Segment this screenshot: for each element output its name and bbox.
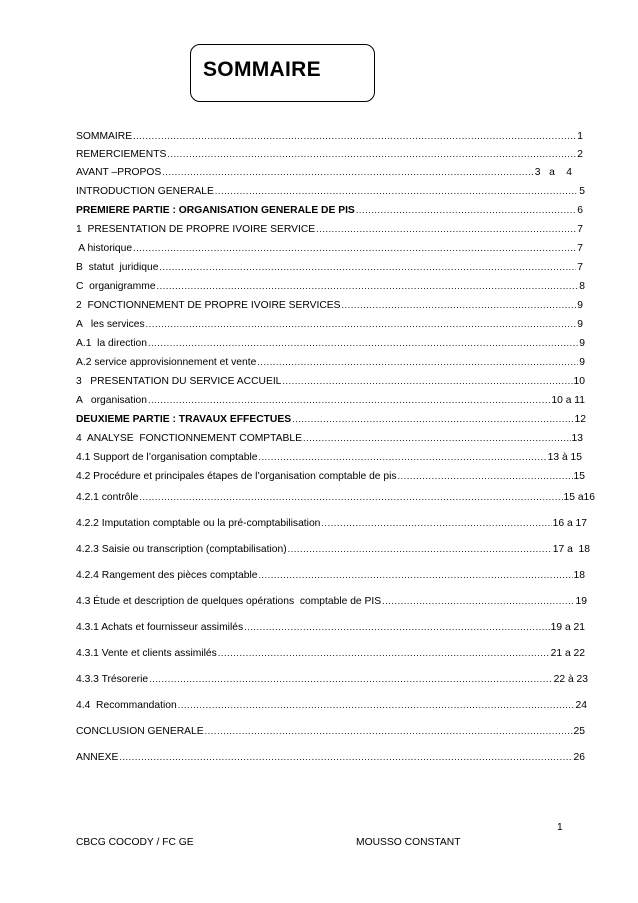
toc-entry-title: INTRODUCTION GENERALE	[76, 185, 214, 197]
toc-entry-title: DEUXIEME PARTIE : TRAVAUX EFFECTUES	[76, 413, 292, 425]
toc-dot-leader	[215, 187, 578, 197]
toc-entry	[76, 489, 595, 503]
toc-entry-page: 16 a 17	[552, 517, 587, 529]
toc-dot-leader	[382, 597, 574, 607]
toc-dot-leader	[157, 282, 579, 292]
toc-dot-leader	[218, 649, 550, 659]
toc-entry	[76, 221, 583, 235]
toc-entry-title: 4.3.1 Achats et fournisseur assimilés	[76, 621, 244, 633]
toc-entry	[76, 164, 572, 178]
toc-entry-page: 7	[577, 261, 583, 273]
toc-entry-page: 17 a 18	[552, 543, 590, 555]
toc-entry-page: 8	[579, 280, 585, 292]
page-number: 1	[557, 822, 563, 833]
toc-entry	[76, 202, 583, 216]
toc-entry	[76, 146, 583, 160]
toc-entry	[76, 567, 585, 581]
toc-entry-page: 19 a 21	[550, 621, 585, 633]
document-title: SOMMAIRE	[203, 58, 321, 81]
toc-entry	[76, 354, 585, 368]
toc-entry	[76, 128, 583, 142]
toc-entry	[76, 723, 585, 737]
toc-entry	[76, 697, 587, 711]
toc-entry	[76, 278, 585, 292]
toc-dot-leader	[159, 263, 576, 273]
toc-entry-title: 4.3.3 Trésorerie	[76, 673, 149, 685]
toc-entry	[76, 645, 585, 659]
toc-entry-page: 9	[577, 318, 583, 330]
toc-entry-page: 21 a 22	[550, 647, 585, 659]
toc-entry-title: A les services	[76, 318, 145, 330]
toc-entry-page: 10	[573, 375, 585, 387]
footer-right: MOUSSO CONSTANT	[356, 837, 461, 848]
toc-entry	[76, 411, 586, 425]
toc-entry-page: 3 a 4	[534, 166, 572, 178]
toc-dot-leader	[148, 396, 550, 406]
toc-entry	[76, 541, 590, 555]
toc-entry-title: 3 PRESENTATION DU SERVICE ACCUEIL	[76, 375, 282, 387]
toc-dot-leader	[162, 168, 534, 178]
toc-dot-leader	[342, 301, 577, 311]
toc-entry-title: 2 FONCTIONNEMENT DE PROPRE IVOIRE SERVICES	[76, 299, 341, 311]
toc-entry-title: A organisation	[76, 394, 147, 406]
toc-entry-title: CONCLUSION GENERALE	[76, 725, 204, 737]
toc-entry-page: 24	[575, 699, 587, 711]
toc-entry	[76, 749, 585, 763]
toc-entry-title: 4.2.3 Saisie ou transcription (comptabilisation)	[76, 543, 287, 555]
toc-dot-leader	[398, 472, 573, 482]
toc-dot-leader	[258, 571, 572, 581]
toc-entry-page: 6	[577, 204, 583, 216]
toc-entry	[76, 515, 587, 529]
toc-entry-title: B statut juridique	[76, 261, 159, 273]
toc-entry	[76, 240, 583, 254]
footer-left: CBCG COCODY / FC GE	[76, 837, 194, 848]
toc-entry-page: 1	[577, 130, 583, 142]
toc-entry-page: 9	[577, 299, 583, 311]
toc-dot-leader	[148, 339, 578, 349]
toc-entry-page: 9	[579, 337, 585, 349]
toc-entry-page: 7	[577, 223, 583, 235]
toc-entry-title: ANNEXE	[76, 751, 119, 763]
toc-entry-title: A.1 la direction	[76, 337, 147, 349]
toc-dot-leader	[167, 150, 576, 160]
toc-entry-title: 4.4 Recommandation	[76, 699, 177, 711]
toc-entry	[76, 316, 583, 330]
toc-entry	[76, 373, 585, 387]
toc-entry-title: 4.3 Étude et description de quelques opérations comptable de PIS	[76, 595, 382, 607]
toc-entry-page: 13 à 15	[547, 451, 582, 463]
toc-dot-leader	[205, 727, 573, 737]
toc-entry	[76, 183, 585, 197]
title-box	[190, 44, 375, 102]
toc-entry-title: 1 PRESENTATION DE PROPRE IVOIRE SERVICE	[76, 223, 316, 235]
toc-entry	[76, 593, 587, 607]
toc-dot-leader	[257, 358, 578, 368]
toc-entry-page: 15 a16	[563, 491, 595, 503]
toc-entry-title: 4.2.4 Rangement des pièces comptable	[76, 569, 258, 581]
toc-entry-page: 19	[575, 595, 587, 607]
toc-entry-title: A historique	[76, 242, 133, 254]
toc-entry-title: 4.3.1 Vente et clients assimilés	[76, 647, 217, 659]
toc-entry-page: 26	[573, 751, 585, 763]
toc-entry-title: SOMMAIRE	[76, 130, 133, 142]
toc-dot-leader	[178, 701, 575, 711]
toc-entry-page: 12	[574, 413, 586, 425]
toc-entry-page: 7	[577, 242, 583, 254]
toc-entry-title: 4.2.2 Imputation comptable ou la pré-comptabilisation	[76, 517, 321, 529]
toc-entry-page: 13	[571, 432, 583, 444]
toc-dot-leader	[149, 675, 553, 685]
toc-dot-leader	[288, 545, 552, 555]
toc-dot-leader	[303, 434, 571, 444]
toc-entry-title: PREMIERE PARTIE : ORGANISATION GENERALE DE PIS	[76, 204, 355, 216]
toc-entry-title: REMERCIEMENTS	[76, 148, 167, 160]
toc-dot-leader	[146, 320, 577, 330]
toc-entry	[76, 335, 585, 349]
toc-entry-page: 5	[579, 185, 585, 197]
toc-entry-page: 10 a 11	[551, 394, 585, 406]
toc-entry-title: 4.2.1 contrôle	[76, 491, 139, 503]
toc-dot-leader	[321, 519, 551, 529]
toc-entry-title: 4.1 Support de l’organisation comptable	[76, 451, 258, 463]
toc-entry-page: 2	[577, 148, 583, 160]
toc-entry	[76, 619, 585, 633]
toc-dot-leader	[119, 753, 572, 763]
toc-entry-title: 4 ANALYSE FONCTIONNEMENT COMPTABLE	[76, 432, 303, 444]
toc-dot-leader	[133, 132, 576, 142]
toc-entry	[76, 671, 588, 685]
toc-entry-title: 4.2 Procédure et principales étapes de l’organisation comptable de pis	[76, 470, 397, 482]
toc-entry-page: 9	[579, 356, 585, 368]
toc-entry	[76, 430, 583, 444]
toc-dot-leader	[258, 453, 546, 463]
toc-dot-leader	[282, 377, 572, 387]
toc-dot-leader	[292, 415, 573, 425]
toc-entry-page: 15	[573, 470, 585, 482]
toc-entry-title: A.2 service approvisionnement et vente	[76, 356, 257, 368]
toc-entry	[76, 468, 585, 482]
toc-entry-page: 25	[573, 725, 585, 737]
toc-entry-title: C organigramme	[76, 280, 156, 292]
toc-dot-leader	[139, 493, 562, 503]
toc-entry-page: 22 à 23	[553, 673, 588, 685]
toc-entry	[76, 392, 585, 406]
toc-dot-leader	[133, 244, 576, 254]
toc-entry	[76, 297, 583, 311]
toc-dot-leader	[356, 206, 576, 216]
toc-dot-leader	[244, 623, 550, 633]
toc-entry-page: 18	[573, 569, 585, 581]
toc-entry	[76, 259, 583, 273]
toc-entry-title: AVANT –PROPOS	[76, 166, 162, 178]
toc-dot-leader	[316, 225, 576, 235]
toc-entry	[76, 449, 582, 463]
